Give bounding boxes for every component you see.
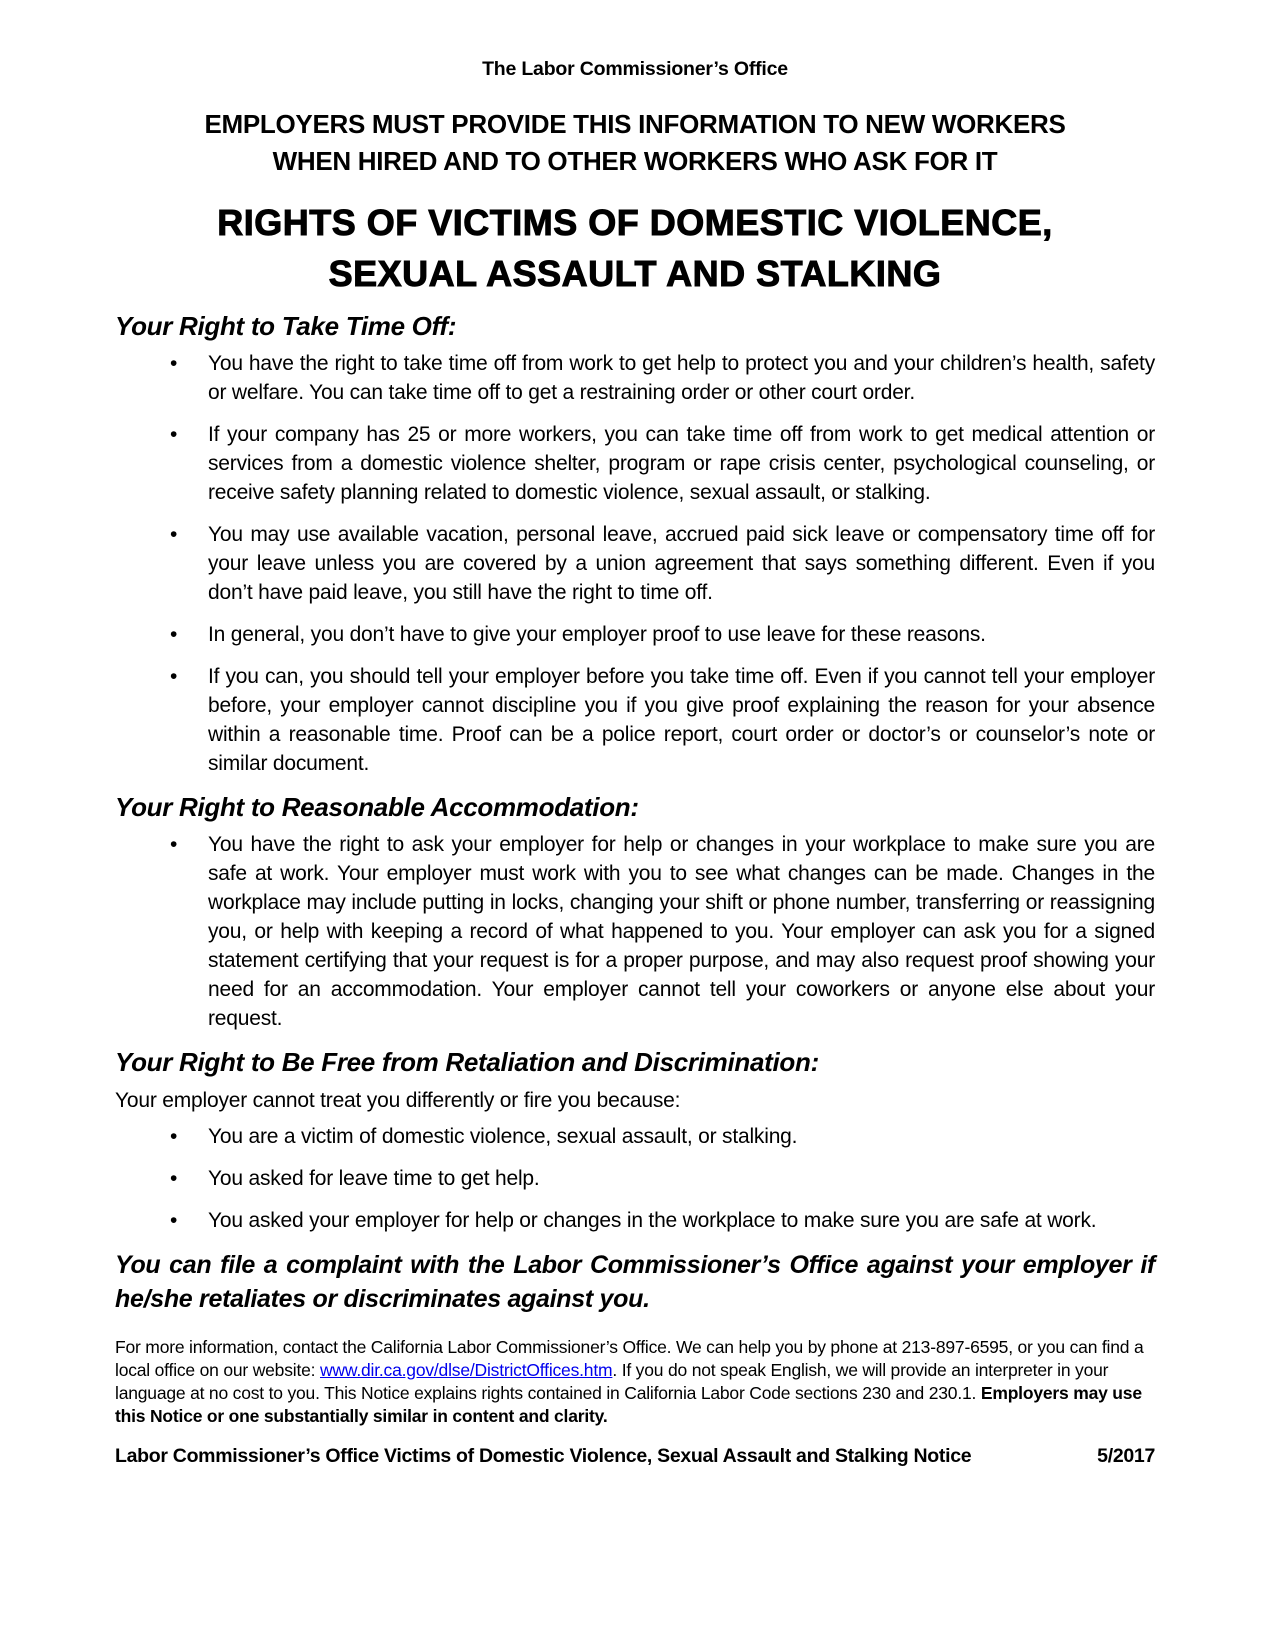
section-retaliation-discrimination bbox=[115, 1046, 1155, 1235]
section-heading-reasonable-accommodation: Your Right to Reasonable Accommodation: bbox=[115, 792, 639, 822]
bullet-item: • If your company has 25 or more workers, you can take time off from work to get medical attention or services from a domestic violence shelter, program or rape crisis center, psychological counseling, or receive safety planning related to domestic violence, sexual assault, or stalking. bbox=[115, 420, 1155, 507]
section-heading-retaliation-discrimination: Your Right to Be Free from Retaliation and Discrimination: bbox=[115, 1047, 819, 1077]
bullet-item: • In general, you don’t have to give your employer proof to use leave for these reasons. bbox=[115, 620, 1155, 649]
office-header: The Labor Commissioner’s Office bbox=[482, 58, 788, 80]
employer-notice-line2: WHEN HIRED AND TO OTHER WORKERS WHO ASK FOR IT bbox=[272, 146, 998, 176]
page-title bbox=[115, 197, 1155, 299]
bullet-item: • If you can, you should tell your employer before you take time off. Even if you cannot tell your employer before, your employer cannot discipline you if you give proof explaining the reason for your absence within a reasonable time. Proof can be a police report, court order or doctor’s or counselor’s note or similar document. bbox=[115, 662, 1155, 778]
complaint-statement: You can file a complaint with the Labor Commissioner’s Office against your employer if he/she retaliates or discriminates against you. bbox=[115, 1251, 1155, 1313]
bullet-item: • You have the right to ask your employer for help or changes in your workplace to make sure you are safe at work. Your employer must work with you to see what changes can be made. Changes in the workplace may include putting in locks, changing your shift or phone number, transferring or reassigning you, or help with keeping a record of what happened to you. Your employer can ask you for a signed statement certifying that your request is for a proper purpose, and may also request proof showing your need for an accommodation. Your employer cannot tell your coworkers or anyone else about your request. bbox=[115, 830, 1155, 1033]
bullet-item: • You have the right to take time off from work to get help to protect you and your children’s health, safety or welfare. You can take time off to get a restraining order or other court order. bbox=[115, 349, 1155, 407]
section-time-off bbox=[115, 310, 1155, 778]
bullet-item: • You asked for leave time to get help. bbox=[115, 1164, 1155, 1193]
section-heading-time-off: Your Right to Take Time Off: bbox=[115, 311, 457, 341]
footer-info-text-pre: For more information, contact the California Labor Commissioner’s Office. We can help you by phone at 213-897-6595, or you can find a local office on our website: bbox=[115, 1337, 1144, 1380]
footer-doc-title: Labor Commissioner’s Office Victims of Domestic Violence, Sexual Assault and Stalking Notice bbox=[115, 1445, 972, 1467]
section-reasonable-accommodation bbox=[115, 791, 1155, 1033]
footer-version-date: 5/2017 bbox=[1097, 1445, 1155, 1467]
retaliation-intro: Your employer cannot treat you differently or fire you because: bbox=[115, 1089, 681, 1112]
retaliation-bullet-list bbox=[115, 1122, 1155, 1235]
bullet-item: • You asked your employer for help or changes in the workplace to make sure you are safe at work. bbox=[115, 1206, 1155, 1235]
page-title-line1: RIGHTS OF VICTIMS OF DOMESTIC VIOLENCE, bbox=[217, 202, 1053, 243]
employer-notice bbox=[115, 106, 1155, 180]
bullet-item: • You are a victim of domestic violence, sexual assault, or stalking. bbox=[115, 1122, 1155, 1151]
time-off-bullet-list bbox=[115, 349, 1155, 778]
bullet-item: • You may use available vacation, personal leave, accrued paid sick leave or compensatory time off for your leave unless you are covered by a union agreement that says something different. Even if you don’t have paid leave, you still have the right to time off. bbox=[115, 520, 1155, 607]
footer-info-text-post: . If you do not speak English, we will provide an interpreter in your language at no cost to you. This Notice explains rights contained in California Labor Code sections 230 and 230.1. bbox=[115, 1360, 1109, 1403]
district-offices-link[interactable]: www.dir.ca.gov/dlse/DistrictOffices.htm bbox=[319, 1360, 613, 1380]
footer-info bbox=[115, 1336, 1155, 1428]
page-title-line2: SEXUAL ASSAULT AND STALKING bbox=[328, 253, 942, 294]
employer-notice-line1: EMPLOYERS MUST PROVIDE THIS INFORMATION TO NEW WORKERS bbox=[204, 109, 1066, 139]
footer-bottom-row bbox=[115, 1444, 1155, 1469]
accommodation-bullet-list bbox=[115, 830, 1155, 1033]
footer-bold-note: Employers may use this Notice or one substantially similar in content and clarity. bbox=[115, 1383, 1142, 1426]
